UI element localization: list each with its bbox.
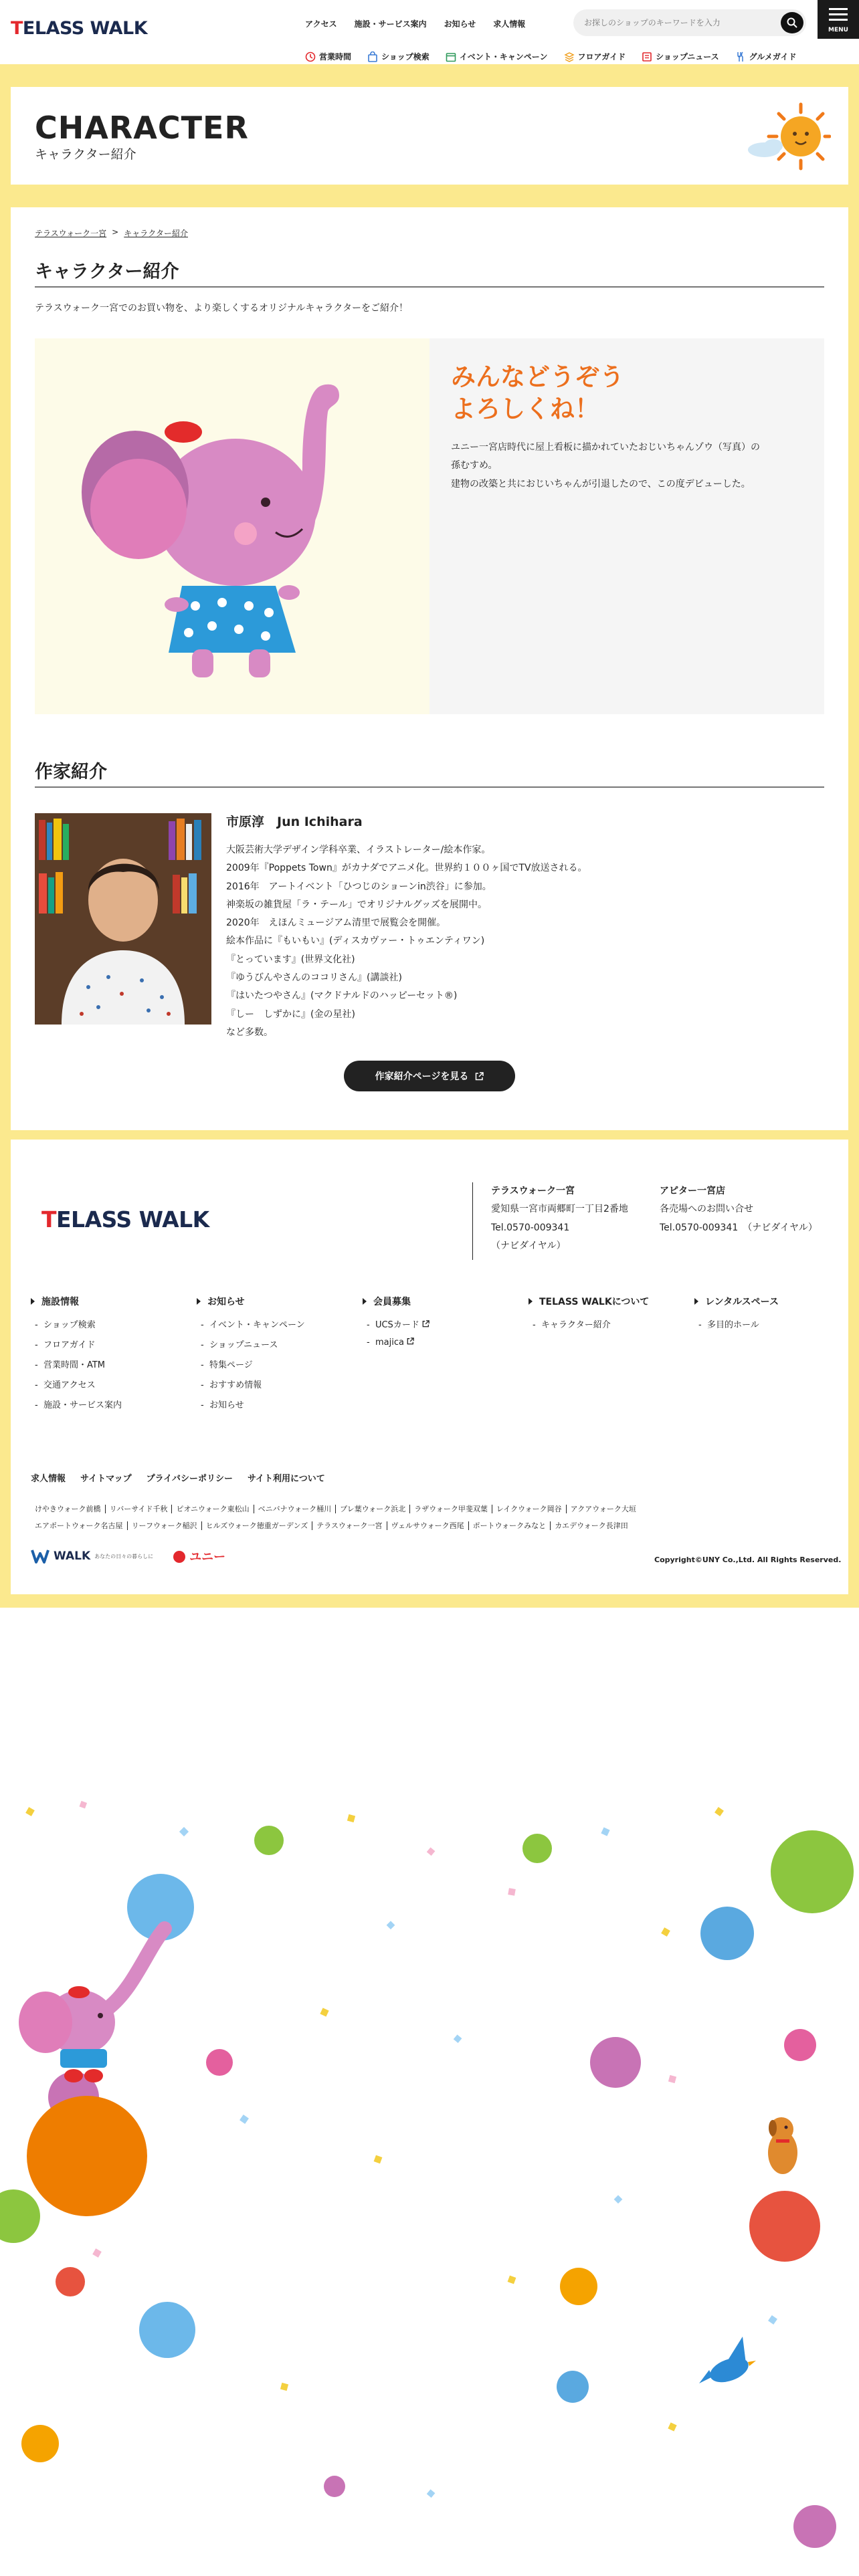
footer-col-facility	[31, 1295, 122, 1418]
footer-link[interactable]: - majica	[363, 1337, 430, 1348]
footer-col-membership	[363, 1295, 430, 1355]
footer-link[interactable]: - 多目的ホール	[698, 1320, 759, 1330]
footer-link[interactable]: - イベント・キャンペーン	[201, 1320, 305, 1330]
bio-line: 2020年 えほんミュージアム清里で展覧会を開催。	[226, 918, 446, 929]
nav-news[interactable]: お知らせ	[444, 19, 476, 29]
footer-link-label: イベント・キャンペーン	[209, 1320, 305, 1330]
mall-link[interactable]: リバーサイド千秋	[106, 1505, 173, 1513]
footer-link[interactable]: - UCSカード	[363, 1317, 430, 1330]
footer-col-heading[interactable]: レンタルスペース	[694, 1295, 779, 1308]
main-content	[11, 207, 848, 1130]
mall-link[interactable]: カエデウォーク長津田	[555, 1521, 628, 1531]
footer-sister-malls	[31, 1501, 834, 1535]
subnav-label: ショップニュース	[656, 52, 719, 62]
subnav-label: フロアガイド	[577, 52, 626, 62]
bio-line: 2009年『Poppets Town』がカナダでアニメ化。世界約１００ヶ国でTV放送される。	[226, 863, 587, 874]
top-nav	[305, 18, 525, 29]
footer-col-heading[interactable]: TELASS WALKについて	[529, 1295, 649, 1308]
intro-text: テラスウォーク一宮でのお買い物を、より楽しくするオリジナルキャラクターをご紹介！	[35, 303, 409, 314]
description-line: 建物の改築と共におじいちゃんが引退したので、この度デビューした。	[451, 478, 751, 490]
footer-utility-link[interactable]: 求人情報	[31, 1474, 66, 1484]
search-button[interactable]	[781, 12, 803, 33]
subnav-floor-guide[interactable]	[564, 51, 626, 62]
divider	[472, 1182, 473, 1260]
nav-recruit[interactable]: 求人情報	[493, 19, 526, 29]
logo-text: ELASS WALK	[56, 1206, 209, 1232]
sub-nav	[305, 51, 797, 62]
bio-line: 神楽坂の雑貨屋「ラ・テール」でオリジナルグッズを展開中。	[226, 899, 488, 910]
search-icon	[787, 17, 797, 28]
group-logos	[31, 1547, 225, 1565]
hamburger-icon	[829, 8, 848, 10]
page-title-jp: キャラクター紹介	[35, 147, 136, 162]
clock-icon	[305, 51, 316, 62]
walk-logo-mark	[31, 1548, 50, 1564]
footer-link-label: 営業時間・ATM	[43, 1360, 106, 1370]
footer-col-heading[interactable]: 会員募集	[363, 1295, 430, 1308]
logo-letter: T	[11, 17, 23, 39]
copyright: Copyright©UNY Co.,Ltd. All Rights Reserved.	[654, 1555, 842, 1564]
walk-logo[interactable]	[31, 1548, 153, 1564]
footer-col-heading[interactable]: お知らせ	[197, 1295, 305, 1308]
character-description	[451, 439, 812, 494]
dog-on-ball	[768, 2117, 797, 2174]
external-link-icon	[407, 1337, 414, 1345]
footer-link-label: お知らせ	[209, 1400, 244, 1410]
breadcrumb-separator: >	[112, 227, 119, 237]
author-portrait	[35, 813, 211, 1025]
store-name: テラスウォーク一宮	[491, 1186, 575, 1196]
footer-link[interactable]: - ショップ検索	[35, 1320, 96, 1330]
mall-link[interactable]: レイクウォーク岡谷	[492, 1505, 567, 1513]
bio-line: 絵本作品に『もいもい』(ディスカヴァー・トゥエンティワン)	[226, 936, 485, 947]
logo-letter: T	[41, 1206, 57, 1232]
menu-label: MENU	[828, 27, 848, 33]
store-address: 愛知県一宮市両郷町一丁目2番地	[491, 1204, 628, 1215]
subnav-gourmet[interactable]	[735, 51, 797, 62]
mall-link[interactable]: プレ葉ウォーク浜北	[336, 1505, 410, 1513]
subnav-events[interactable]	[446, 51, 548, 62]
mall-link[interactable]: リーフウォーク稲沢	[128, 1521, 202, 1530]
footer-link[interactable]: - 施設・サービス案内	[35, 1400, 122, 1410]
section-heading: キャラクター紹介	[35, 249, 824, 288]
title-card	[11, 87, 848, 185]
decorative-illustration	[0, 1608, 859, 2576]
footer-link-label: キャラクター紹介	[541, 1320, 611, 1330]
footer-link[interactable]: - キャラクター紹介	[533, 1320, 611, 1330]
search-box	[573, 9, 806, 36]
store-address: 各売場へのお問い合せ	[660, 1204, 753, 1215]
bird	[699, 2337, 756, 2387]
mall-link[interactable]: ピオニウォーク東松山	[172, 1505, 254, 1513]
greeting-line: よろしくね！	[451, 395, 599, 424]
mall-link[interactable]: テラスウォーク一宮	[312, 1521, 387, 1530]
store-tel[interactable]: Tel.0570-009341 （ナビダイヤル）	[660, 1222, 818, 1233]
logo-text: ELASS WALK	[22, 17, 148, 39]
footer-link-label: 特集ページ	[209, 1360, 253, 1370]
bio-line: 『ゆうびんやさんのココリさん』(講談社)	[226, 972, 402, 984]
footer-link-label: 多目的ホール	[706, 1320, 759, 1330]
mall-link[interactable]: ヒルズウォーク徳重ガーデンズ	[202, 1521, 313, 1530]
footer-link[interactable]: - おすすめ情報	[201, 1380, 262, 1390]
footer-col-about	[529, 1295, 649, 1337]
breadcrumb-home[interactable]: テラスウォーク一宮	[35, 229, 107, 238]
footer-utility-links	[31, 1471, 325, 1484]
footer-link-label: フロアガイド	[43, 1340, 96, 1350]
author-name: 市原淳 Jun Ichihara	[226, 815, 363, 829]
balloon-confetti-illustration	[0, 1608, 859, 2576]
footer-link[interactable]: - お知らせ	[201, 1400, 244, 1410]
footer-link-label: majica	[375, 1337, 404, 1348]
bio-line: 大阪芸術大学デザイン学科卒業、イラストレーター/絵本作家。	[226, 845, 491, 855]
mall-link[interactable]: ベニバナウォーク桶川	[254, 1505, 337, 1513]
site-logo[interactable]	[11, 16, 147, 40]
footer-link-label: おすすめ情報	[209, 1380, 262, 1390]
mall-link[interactable]: ポートウォークみなと	[469, 1521, 551, 1530]
footer-link-label: 施設・サービス案内	[43, 1400, 122, 1410]
footer-link-label: ショップニュース	[209, 1340, 278, 1350]
breadcrumb	[35, 227, 188, 239]
footer-link-label: ショップ検索	[43, 1320, 96, 1330]
nav-facility[interactable]: 施設・サービス案内	[354, 19, 427, 29]
bio-line: 『しー しずかに』(金の星社)	[226, 1008, 355, 1020]
store-info-apita	[660, 1182, 818, 1237]
footer-link[interactable]: - 営業時間・ATM	[35, 1360, 106, 1370]
footer-link[interactable]: - フロアガイド	[35, 1340, 96, 1350]
floor-icon	[564, 51, 575, 62]
footer-utility-link[interactable]: サイト利用について	[247, 1474, 325, 1484]
external-link-icon	[422, 1320, 430, 1327]
subnav-label: イベント・キャンペーン	[459, 52, 548, 62]
footer-link-label: UCSカード	[375, 1320, 419, 1330]
mall-link[interactable]: アクアウォーク大垣	[570, 1505, 636, 1513]
footer-link[interactable]: - 交通アクセス	[35, 1380, 96, 1390]
greeting-line: みんなどうぞう	[451, 362, 624, 391]
store-name: アピター一宮店	[660, 1186, 725, 1196]
subnav-shop-news[interactable]	[642, 51, 719, 62]
balloons	[0, 1826, 854, 2548]
search-input[interactable]	[584, 16, 778, 29]
footer-col-news	[197, 1295, 305, 1418]
subnav-label: グルメガイド	[749, 52, 797, 62]
character-greeting	[451, 361, 624, 425]
footer-col-rental	[694, 1295, 779, 1337]
subnav-label: 営業時間	[319, 52, 352, 62]
footer-col-heading[interactable]: 施設情報	[31, 1295, 122, 1308]
mall-link[interactable]: ヴェルサウォーク西尾	[387, 1521, 469, 1530]
hamburger-bar	[829, 13, 848, 15]
bag-icon	[367, 51, 378, 62]
store-tel-note: （ナビダイヤル）	[491, 1240, 566, 1251]
button-label: 作家紹介ページを見る	[375, 1071, 469, 1082]
author-page-button[interactable]	[344, 1061, 515, 1091]
calendar-icon	[446, 51, 456, 62]
mall-link[interactable]: エアポートウォーク名古屋	[31, 1521, 128, 1530]
character-image	[35, 338, 430, 714]
site-header	[0, 0, 859, 64]
page-title-en: CHARACTER	[35, 110, 249, 146]
elephant-character-illustration	[35, 338, 430, 714]
uny-logo-text: ユニー	[189, 1550, 226, 1564]
bio-line: 『とっています』(世界文化社)	[226, 954, 355, 965]
menu-button[interactable]	[818, 0, 859, 39]
content-frame	[0, 64, 859, 1608]
store-info-terrace	[491, 1182, 628, 1255]
subnav-shop-search[interactable]	[367, 51, 430, 62]
uny-logo[interactable]	[172, 1547, 225, 1565]
bio-line: 2016年 アートイベント「ひつじのショーンin渋谷」に参加。	[226, 881, 492, 892]
description-line: 孫むすめ。	[451, 460, 498, 471]
subnav-label: ショップ検索	[381, 52, 430, 62]
character-box	[35, 338, 824, 714]
external-link-icon	[475, 1072, 484, 1081]
walk-logo-text: WALK	[54, 1549, 91, 1563]
description-line: ユニー一宮店時代に屋上看板に描かれていたおじいちゃんゾウ（写真）の	[451, 442, 760, 453]
footer-utility-link[interactable]: サイトマップ	[80, 1474, 132, 1484]
uny-logo-mark	[172, 1549, 187, 1564]
fork-icon	[735, 51, 746, 62]
store-tel[interactable]: Tel.0570-009341	[491, 1222, 570, 1233]
footer-link[interactable]: - ショップニュース	[201, 1340, 278, 1350]
mall-link[interactable]: ラザウォーク甲斐双葉	[410, 1505, 492, 1513]
hamburger-bar	[829, 19, 848, 21]
bio-line: 『はいたつやさん』(マクドナルドのハッピーセット®)	[226, 990, 458, 1002]
walk-logo-tagline: あなたの日々の暮らしに	[94, 1553, 154, 1560]
news-icon	[642, 51, 652, 62]
elephant-on-ball	[19, 1929, 165, 2082]
mall-link[interactable]: けやきウォーク前橋	[31, 1505, 106, 1513]
subnav-hours[interactable]	[305, 51, 351, 62]
nav-access[interactable]: アクセス	[305, 19, 337, 29]
sun-illustration	[744, 99, 831, 173]
footer-utility-link[interactable]: プライバシーポリシー	[146, 1474, 233, 1484]
footer-link[interactable]: - 特集ページ	[201, 1360, 253, 1370]
footer-logo[interactable]	[41, 1206, 209, 1232]
site-footer	[11, 1140, 848, 1594]
author-heading: 作家紹介	[35, 749, 824, 788]
footer-link-label: 交通アクセス	[43, 1380, 96, 1390]
breadcrumb-current[interactable]: キャラクター紹介	[124, 229, 188, 238]
bio-line: など多数。	[226, 1027, 273, 1038]
author-photo	[35, 813, 211, 1025]
author-bio	[226, 841, 587, 1042]
